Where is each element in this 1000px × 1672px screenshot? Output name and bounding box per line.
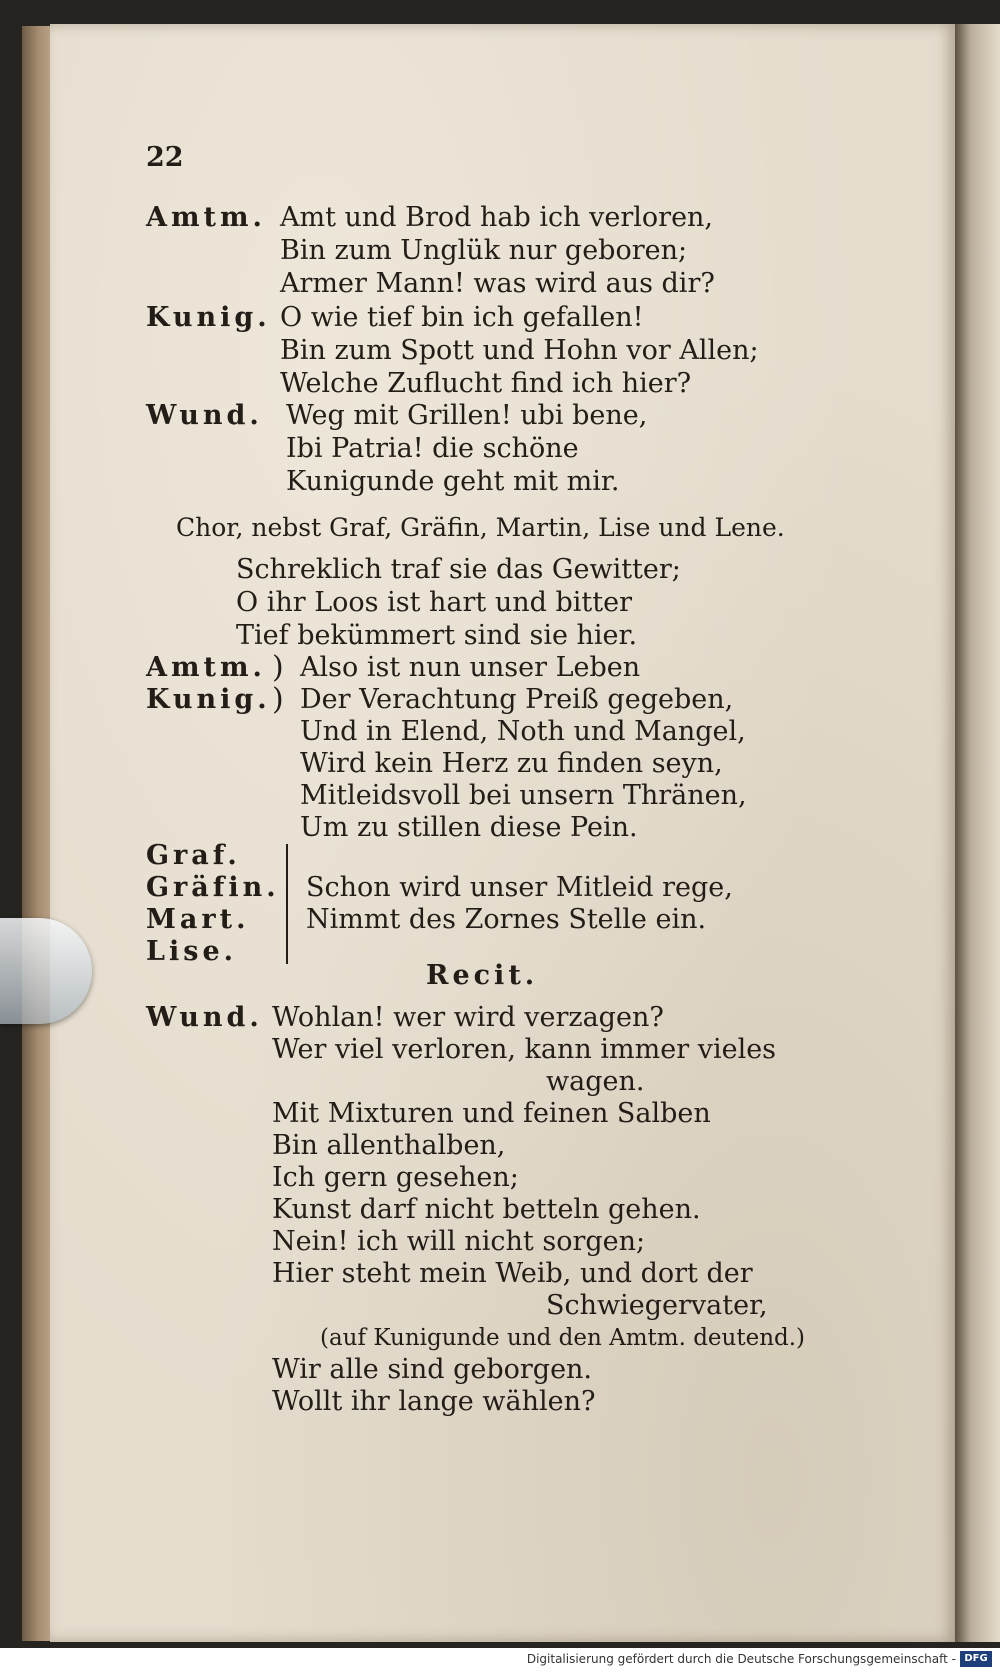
- verse-line: Schreklich traf sie das Gewitter;: [236, 554, 681, 585]
- verse-line: Kunst darf nicht betteln gehen.: [272, 1194, 701, 1225]
- dfg-logo: DFG: [960, 1651, 992, 1667]
- paren-mark: ): [272, 682, 284, 717]
- verse-line: Bin zum Unglük nur geboren;: [280, 235, 688, 266]
- verse-line: O wie tief bin ich gefallen!: [280, 302, 644, 333]
- verse-line: Amt und Brod hab ich verloren,: [280, 202, 714, 233]
- verse-line: O ihr Loos ist hart und bitter: [236, 587, 633, 618]
- verse-line: Wohlan! wer wird verzagen?: [272, 1002, 664, 1033]
- verse-line: Also ist nun unser Leben: [300, 652, 641, 683]
- verse-line: Mitleidsvoll bei unsern Thränen,: [300, 780, 747, 811]
- verse-line: Schon wird unser Mitleid rege,: [306, 872, 733, 903]
- verse-line: Ich gern gesehen;: [272, 1162, 519, 1193]
- verse-line: Ibi Patria! die schöne: [286, 433, 579, 464]
- verse-line: Nimmt des Zornes Stelle ein.: [306, 904, 707, 935]
- verse-line: Wer viel verloren, kann immer vieles: [272, 1034, 777, 1065]
- book-page: [50, 24, 955, 1642]
- verse-line: Weg mit Grillen! ubi bene,: [286, 400, 648, 431]
- verse-line: Bin allenthalben,: [272, 1130, 506, 1161]
- speaker-label: Kunig.: [146, 684, 271, 715]
- brace-mark: [286, 844, 288, 964]
- speaker-label: Kunig.: [146, 302, 271, 333]
- chorus-heading: Chor, nebst Graf, Gräfin, Martin, Lise und Lene.: [176, 513, 785, 542]
- speaker-label: Mart.: [146, 904, 250, 935]
- page-number: 22: [146, 142, 184, 173]
- speaker-label: Amtm.: [146, 202, 266, 233]
- recit-heading: Recit.: [426, 960, 539, 991]
- speaker-label: Wund.: [146, 1002, 263, 1033]
- speaker-label: Gräfin.: [146, 872, 280, 903]
- stage-direction: (auf Kunigunde und den Amtm. deutend.): [320, 1325, 806, 1351]
- verse-line: Um zu stillen diese Pein.: [300, 812, 638, 843]
- verse-line: Mit Mixturen und feinen Salben: [272, 1098, 711, 1129]
- funding-credit: Digitalisierung gefördert durch die Deutsche Forschungsgemeinschaft -: [526, 1652, 956, 1666]
- verse-line: Hier steht mein Weib, und dort der: [272, 1258, 753, 1289]
- paren-mark: ): [272, 650, 284, 685]
- verse-line: Wir alle sind geborgen.: [272, 1354, 593, 1385]
- speaker-label: Wund.: [146, 400, 263, 431]
- next-page-edge: [955, 24, 1000, 1642]
- verse-line: Kunigunde geht mit mir.: [286, 466, 620, 497]
- speaker-label: Graf.: [146, 840, 241, 871]
- verse-line: Bin zum Spott und Hohn vor Allen;: [280, 335, 759, 366]
- speaker-label: Lise.: [146, 936, 238, 967]
- verse-line: Wollt ihr lange wählen?: [272, 1386, 596, 1417]
- verse-line: Welche Zuflucht find ich hier?: [280, 368, 692, 399]
- speaker-label: Amtm.: [146, 652, 266, 683]
- verse-line: wagen.: [546, 1066, 645, 1097]
- verse-line: Und in Elend, Noth und Mangel,: [300, 716, 746, 747]
- verse-line: Tief bekümmert sind sie hier.: [236, 620, 638, 651]
- verse-line: Armer Mann! was wird aus dir?: [280, 268, 715, 299]
- verse-line: Nein! ich will nicht sorgen;: [272, 1226, 646, 1257]
- verse-line: Wird kein Herz zu finden seyn,: [300, 748, 723, 779]
- verse-line: Schwiegervater,: [546, 1290, 768, 1321]
- verse-line: Der Verachtung Preiß gegeben,: [300, 684, 734, 715]
